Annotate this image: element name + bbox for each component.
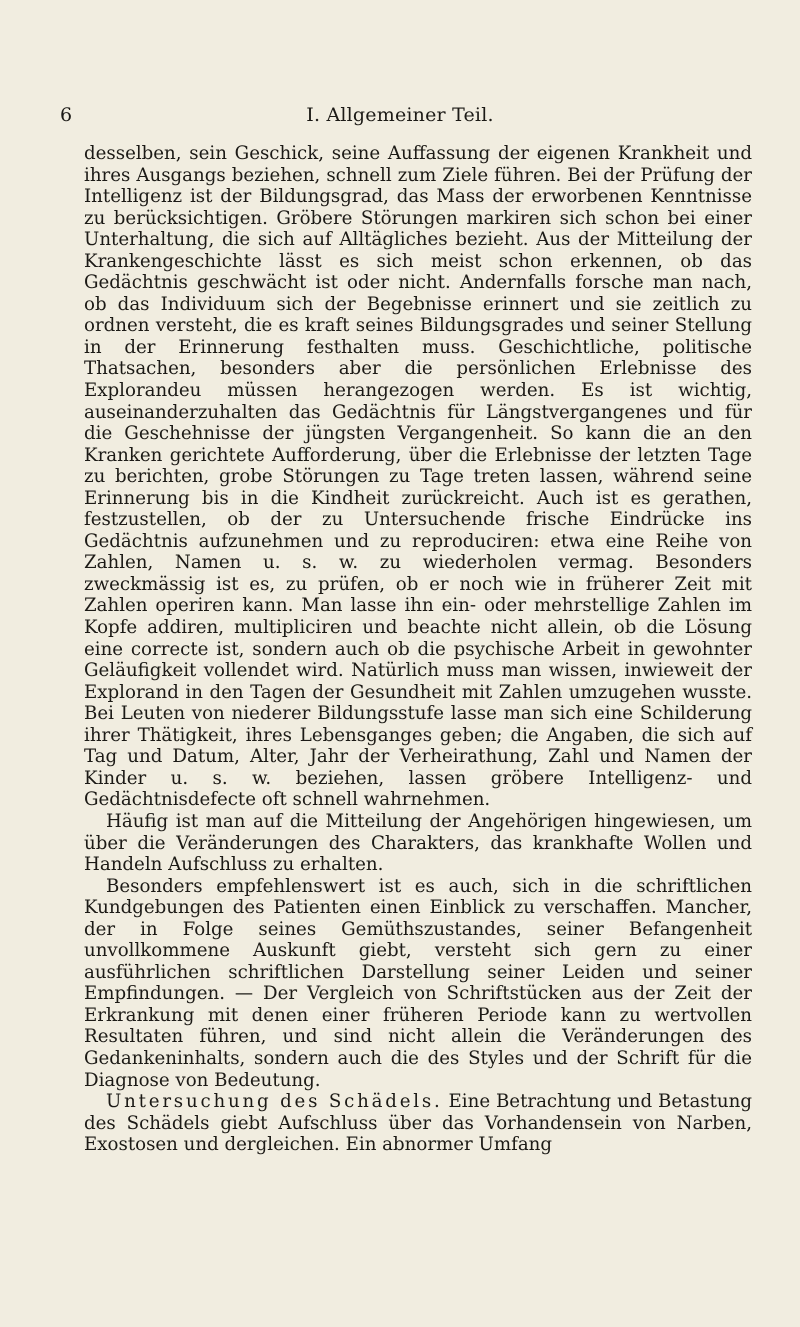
paragraph-intelligence-memory [84, 143, 752, 811]
paragraph-text: desselben, sein Geschick, seine Auffassung der eigenen Krankheit und ihres Ausgangs beziehen, schnell zum Ziele führen. Bei der Prüfung der Intelligenz ist der Bildungsgrad, das Mass der erworbenen Kenntnisse zu berücksichtigen. Gröbere Störungen markiren sich schon bei einer Unterhaltung, die sich auf Alltägliches bezieht. Aus der Mitteilung der Krankengeschichte lässt es sich meist schon erkennen, ob das Gedächtnis geschwächt ist oder nicht. Andernfalls forsche man nach, ob das Individuum sich der Begebnisse erinnert und sie zeitlich zu ordnen versteht, die es kraft seines Bildungsgrades und seiner Stellung in der Erinnerung festhalten muss. Geschichtliche, politische Thatsachen, besonders aber die persönlichen Erlebnisse des Explorandeu müssen herangezogen werden. Es ist wichtig, auseinanderzuhalten das Gedächtnis für Längstvergangenes und für die Geschehnisse der jüngsten Vergangenheit. So kann die an den Kranken gerichtete Aufforderung, über die Erlebnisse der letzten Tage zu berichten, grobe Störungen zu Tage treten lassen, während seine Erinnerung bis in die Kindheit zurückreicht. Auch ist es gerathen, festzustellen, ob der zu Untersuchende frische Eindrücke ins Gedächtnis aufzunehmen und zu reproduciren: etwa eine Reihe von Zahlen, Namen u. s. w. zu wiederholen vermag. Besonders zweckmässig ist es, zu prüfen, ob er noch wie in früherer Zeit mit Zahlen operiren kann. Man lasse ihn ein- oder mehrstellige Zahlen im Kopfe addiren, multipliciren und beachte nicht allein, ob die Lösung eine correcte ist, sondern auch ob die psychische Arbeit in gewohnter Geläufigkeit vollendet wird. Natürlich muss man wissen, inwieweit der Explorand in den Tagen der Gesundheit mit Zahlen umzugehen wusste. Bei Leuten von niederer Bildungsstufe lasse man sich eine Schilderung ihrer Thätigkeit, ihres Lebensganges geben; die Angaben, die sich auf Tag und Datum, Alter, Jahr der Verheirathung, Zahl und Namen der Kinder u. s. w. beziehen, lassen gröbere Intelligenz- und Gedächtnisdefecte oft schnell wahrnehmen. [84, 143, 752, 811]
paragraph-relatives [84, 811, 752, 876]
paragraph-text: Besonders empfehlenswert ist es auch, sich in die schriftlichen Kundgebungen des Patienten einen Einblick zu verschaffen. Mancher, der in Folge seines Gemüthszustandes, seiner Befangenheit unvollkommene Auskunft giebt, versteht sich gern zu einer ausführlichen schriftlichen Darstellung seiner Leiden und seiner Empfindungen. — Der Vergleich von Schriftstücken aus der Zeit der Erkrankung mit denen einer früheren Periode kann zu wertvollen Resultaten führen, und sind nicht allein die Veränderungen des Gedankeninhalts, sondern auch die des Styles und der Schrift für die Diagnose von Bedeutung. [84, 875, 752, 1091]
section-heading-skull: Untersuchung des Schädels. [106, 1091, 443, 1113]
paragraph-text: Eine Betrachtung und Betastung des Schädels giebt Aufschluss über das Vorhandensein von Narben, Exostosen und dergleichen. Ein abnormer Umfang [84, 1091, 752, 1156]
page-number: 6 [60, 104, 73, 126]
page-header [60, 104, 740, 134]
paragraph-written-statements [84, 876, 752, 1091]
body-text [84, 143, 752, 1156]
paragraph-text: Häufig ist man auf die Mitteilung der Angehörigen hingewiesen, um über die Veränderungen des Charakters, das krankhafte Wollen und Handeln Aufschluss zu erhalten. [84, 810, 752, 876]
running-title: I. Allgemeiner Teil. [306, 104, 494, 126]
paragraph-skull-examination [84, 1091, 752, 1156]
